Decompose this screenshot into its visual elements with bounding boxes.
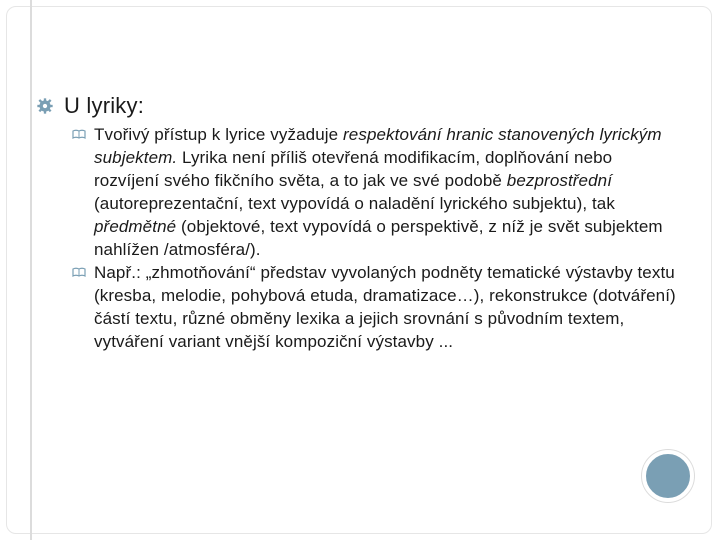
- text-run: Lyrika není příliš otevřená modifikacím, doplňování nebo rozvíjení svého fikčního světa, a to jak ve své podobě: [94, 148, 613, 190]
- decorative-circle: [642, 450, 694, 502]
- list-item: [72, 123, 682, 261]
- text-run: (autoreprezentační, text vypovídá o naladění lyrického subjektu), tak: [94, 194, 615, 213]
- book-icon: [72, 129, 86, 139]
- text-run-italic: bezprostřední: [506, 171, 613, 190]
- bullet-text: [94, 123, 682, 261]
- text-run-italic: respektování hranic stanovených lyrickým subjektem.: [94, 125, 662, 167]
- text-run: Tvořivý přístup k lyrice vyžaduje: [94, 125, 344, 144]
- sub-bullet-list: [72, 123, 682, 353]
- text-run-italic: předmětné: [94, 217, 177, 236]
- text-run: (objektové, text vypovídá o perspektivě, z níž je svět subjektem nahlížen /atmosféra/).: [94, 217, 663, 259]
- level1-item: [36, 92, 144, 120]
- text-run: Např.: „zhmotňování“ představ vyvolaných podněty tematické výstavby textu (kresba, melodie, pohybová etuda, dramatizace…), rekonstrukce (dotváření) částí textu, různé obměny lexika a jejich srovnání s původním textem, vytváření variant vnější kompoziční výstavby ...: [94, 263, 676, 351]
- bullet-text: [94, 261, 682, 353]
- gear-icon: [36, 97, 54, 115]
- book-icon: [72, 267, 86, 277]
- slide-heading: U lyriky:: [64, 93, 145, 118]
- list-item: [72, 261, 682, 353]
